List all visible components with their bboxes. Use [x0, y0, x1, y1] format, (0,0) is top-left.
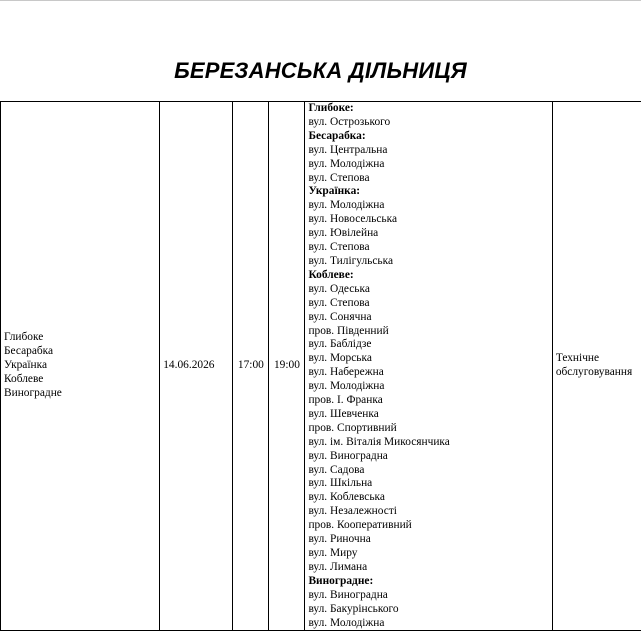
street-item: вул. Ювілейна	[308, 227, 379, 240]
street-item: вул. Лимана	[308, 560, 368, 573]
reason-cell: Технічне обслуговування	[552, 102, 641, 631]
page-top-border	[0, 0, 641, 1]
villages-list	[4, 331, 156, 401]
street-item: вул. ім. Віталія Микосянчика	[308, 435, 450, 448]
street-item: вул. Степова	[308, 296, 370, 309]
street-item: вул. Молодіжна	[308, 157, 385, 170]
street-item: вул. Виноградна	[308, 588, 388, 601]
start-time-cell: 17:00	[233, 102, 269, 631]
street-item: вул. Одеська	[308, 282, 370, 295]
village-item: Глибоке	[4, 331, 44, 344]
street-item: пров. І. Франка	[308, 394, 383, 407]
street-item: вул. Степова	[308, 241, 370, 254]
street-item: вул. Сонячна	[308, 310, 372, 323]
street-item: вул. Острозького	[308, 115, 391, 128]
streets-list	[308, 102, 548, 630]
street-group-heading: Коблеве:	[308, 268, 354, 281]
village-item: Українка	[4, 359, 48, 372]
street-item: пров. Спортивний	[308, 421, 397, 434]
street-item: вул. Садова	[308, 463, 365, 476]
end-time-cell: 19:00	[269, 102, 305, 631]
villages-cell	[1, 102, 160, 631]
street-item: вул. Центральна	[308, 143, 388, 156]
outage-schedule-table	[0, 101, 641, 631]
street-item: вул. Набережна	[308, 366, 384, 379]
street-item: вул. Баблідзе	[308, 338, 372, 351]
village-item: Виноградне	[4, 387, 62, 400]
streets-cell	[305, 102, 552, 631]
street-item: вул. Риночна	[308, 533, 371, 546]
street-group-heading: Бесарабка:	[308, 129, 366, 142]
street-item: вул. Степова	[308, 171, 370, 184]
street-item: вул. Шкільна	[308, 477, 373, 490]
street-item: вул. Молодіжна	[308, 199, 385, 212]
street-group-heading: Українка:	[308, 185, 361, 198]
street-item: пров. Південний	[308, 324, 389, 337]
street-item: вул. Коблевська	[308, 491, 385, 504]
street-item: вул. Незалежності	[308, 505, 397, 518]
village-item: Коблеве	[4, 373, 44, 386]
street-item: вул. Миру	[308, 547, 358, 559]
village-item: Бесарабка	[4, 345, 54, 358]
street-item: вул. Бакурінського	[308, 602, 399, 615]
street-item: вул. Виноградна	[308, 449, 388, 462]
street-group-heading: Виноградне:	[308, 574, 374, 587]
street-item: вул. Тилігульська	[308, 254, 394, 267]
street-item: пров. Кооперативний	[308, 519, 412, 532]
street-item: вул. Молодіжна	[308, 616, 385, 629]
street-group-heading: Глибоке:	[308, 102, 354, 114]
table-row	[1, 102, 641, 631]
street-item: вул. Шевченка	[308, 407, 379, 420]
street-item: вул. Новосельська	[308, 213, 397, 226]
page-title: БЕРЕЗАНСЬКА ДІЛЬНИЦЯ	[174, 58, 467, 83]
street-item: вул. Молодіжна	[308, 380, 385, 393]
street-item: вул. Морська	[308, 352, 372, 365]
date-cell: 14.06.2026	[160, 102, 233, 631]
